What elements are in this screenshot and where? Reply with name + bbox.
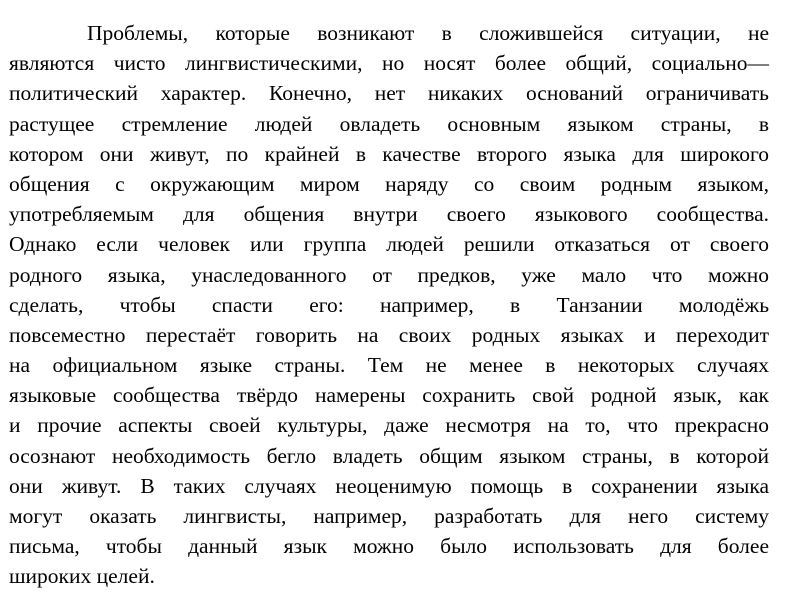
body-paragraph (9, 18, 769, 592)
paragraph-line: могут оказать лингвисты, например, разработать для него систему (9, 504, 769, 528)
paragraph-line: общения с окружающим миром наряду со своим родным языком, (9, 171, 769, 196)
paragraph-line: на официальном языке страны. Тем не менее в некоторых случаях (9, 353, 769, 378)
paragraph-line: языковые сообщества твёрдо намерены сохранить свой родной язык, как (9, 383, 769, 408)
paragraph-line: употребляемым для общения внутри своего языкового сообщества. (9, 202, 769, 227)
paragraph-line: Однако если человек или группа людей решили отказаться от своего (9, 232, 769, 257)
paragraph-line: растущее стремление людей овладеть основным языком страны, в (9, 111, 769, 136)
paragraph-line: письма, чтобы данный язык можно было использовать для более (9, 534, 769, 559)
paragraph-line: Проблемы, которые возникают в сложившейся ситуации, не (87, 21, 769, 45)
paragraph-line: родного языка, унаследованного от предков, уже мало что можно (9, 262, 769, 287)
paragraph-line: они живут. В таких случаях неоценимую помощь в сохранении языка (9, 473, 769, 498)
paragraph-line: повсеместно перестаёт говорить на своих родных языках и переходит (9, 322, 769, 347)
paragraph-line: сделать, чтобы спасти его: например, в Танзании молодёжь (9, 292, 769, 317)
paragraph-line: осознают необходимость бегло владеть общим языком страны, в которой (9, 443, 769, 468)
paragraph-line: являются чисто лингвистическими, но носят более общий, социально— (9, 51, 769, 76)
paragraph-line: широких целей. (9, 564, 155, 589)
paragraph-line: политический характер. Конечно, нет никаких оснований ограничивать (9, 81, 769, 106)
paragraph-line: котором они живут, по крайней в качестве второго языка для широкого (9, 141, 769, 166)
paragraph-line: и прочие аспекты своей культуры, даже несмотря на то, что прекрасно (9, 413, 769, 438)
